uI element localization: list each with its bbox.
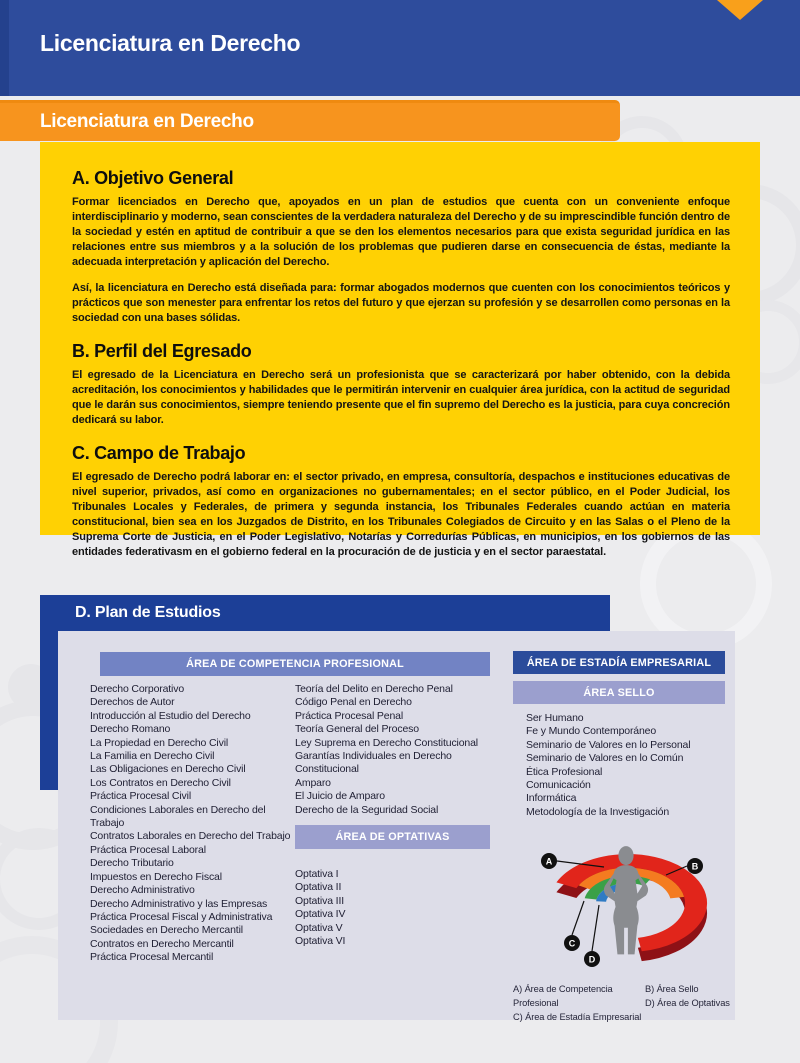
callout-b: B <box>691 861 699 872</box>
competencia-course-list-col2 <box>295 683 495 817</box>
list-item: Optativa I <box>295 868 339 880</box>
list-item: Teoría General del Proceso <box>295 723 419 736</box>
list-item: Informática <box>526 792 577 805</box>
info-box <box>40 142 760 558</box>
section-bar-title: Licenciatura en Derecho <box>40 111 254 132</box>
list-item: La Familia en Derecho Civil <box>90 750 215 763</box>
list-item: Derecho Corporativo <box>90 683 185 695</box>
list-item: El Juicio de Amparo <box>295 790 385 803</box>
list-item: Práctica Procesal Civil <box>90 790 191 803</box>
list-item: Derecho Tributario <box>90 857 174 870</box>
list-item: Ética Profesional <box>526 765 603 778</box>
list-item: Teoría del Delito en Derecho Penal <box>295 683 453 695</box>
list-item: C) Área de Estadía Empresarial <box>513 1012 642 1022</box>
list-item: Derecho Administrativo <box>90 884 195 897</box>
list-item: Contratos Laborales en Derecho del Trabajo <box>90 830 291 843</box>
header-band <box>0 0 800 96</box>
area-sello-header: ÁREA SELLO <box>513 681 725 704</box>
objetivo-paragraph-1: Formar licenciados en Derecho que, apoyados en un plan de estudios que cuenta con un conveniente enfoque interdisciplinario y moderno, sean conscientes de la verdadera naturaleza del Derecho y de su imprescindible función dentro de la sociedad y estén en aptitud de contribuir a que se den los elementos necesarios para que exista seguridad jurídica en las relaciones entre sus miembros y a la solución de los problemas que pudieren darse en consecuencia de éstas, mediante la adecuada interpretación y aplicación del Derecho. <box>72 196 730 268</box>
list-item: B) Área Sello <box>645 984 699 994</box>
diagram-legend-col2 <box>645 982 755 1010</box>
list-item: Metodología de la Investigación <box>526 805 670 818</box>
perfil-heading: B. Perfil del Egresado <box>72 341 252 361</box>
area-estadia-header: ÁREA DE ESTADÍA EMPRESARIAL <box>513 651 725 674</box>
campo-paragraph: El egresado de Derecho podrá laborar en: el sector privado, en empresa, consultoría, despachos e instituciones educativas de nivel superior, privados, así como en organizaciones no gubernamentales; en el sector público, en el Poder Judicial, los Tribunales Locales y Federales, de primera y segunda instancia, los Tribunales Federales cuando actúan en materia constitucional, bien sea en los Juzgados de Distrito, en los Tribunales Colegiados de Circuito y en las Salas o el Pleno de la Suprema Corte de Justicia, en el Poder Legislativo, Notarías y Corredurías Públicas, en municipios, en los gobiernos de las entidades federativasm en el gobierno federal en la procuración de de justicia y en el sector paraestatal. <box>72 471 730 558</box>
objetivo-heading: A. Objetivo General <box>72 168 234 188</box>
list-item: Los Contratos en Derecho Civil <box>90 776 231 789</box>
list-item: Condiciones Laborales en Derecho del Trabajo <box>90 803 266 830</box>
list-item: Ley Suprema en Derecho Constitucional <box>295 736 478 749</box>
list-item: Garantías Individuales en Derecho Constitucional <box>295 750 452 776</box>
sello-course-list <box>526 712 726 819</box>
list-item: Práctica Procesal Fiscal y Administrativa <box>90 910 273 923</box>
list-item: Derecho de la Seguridad Social <box>295 803 439 816</box>
list-item: Código Penal en Derecho <box>295 696 412 709</box>
page-title: Licenciatura en Derecho <box>40 30 301 56</box>
optativas-course-list <box>295 868 490 948</box>
list-item: Comunicación <box>526 779 591 792</box>
list-item: Optativa VI <box>295 935 346 948</box>
list-item: Sociedades en Derecho Mercantil <box>90 924 243 937</box>
list-item: Derechos de Autor <box>90 696 175 709</box>
curriculum-panel <box>58 631 735 1020</box>
list-item: Práctica Procesal Penal <box>295 709 404 722</box>
plan-heading: D. Plan de Estudios <box>75 604 221 621</box>
list-item: Optativa V <box>295 921 343 934</box>
list-item: Introducción al Estudio del Derecho <box>90 709 251 722</box>
list-item: La Propiedad en Derecho Civil <box>90 736 229 749</box>
list-item: Práctica Procesal Mercantil <box>90 951 214 964</box>
area-optativas-header: ÁREA DE OPTATIVAS <box>295 825 490 849</box>
list-item: Optativa III <box>295 894 344 907</box>
list-item: Fe y Mundo Contemporáneo <box>526 725 657 738</box>
list-item: Contratos en Derecho Mercantil <box>90 937 234 950</box>
callout-a: A <box>545 856 553 867</box>
list-item: Derecho Romano <box>90 723 171 736</box>
ribbon-arrow-icon <box>717 0 763 20</box>
list-item: Seminario de Valores en lo Personal <box>526 738 691 751</box>
area-competencia-header: ÁREA DE COMPETENCIA PROFESIONAL <box>100 652 490 676</box>
objetivo-paragraph-2: Así, la licenciatura en Derecho está diseñada para: formar abogados modernos que cuenten con los conocimientos teóricos y prácticos que son menester para enfrentar los retos del futuro y que ejerzan su profesión y se desarrollen como personas en la sociedad con una bases sólidas. <box>72 282 730 324</box>
campo-heading: C. Campo de Trabajo <box>72 443 246 463</box>
callout-c: C <box>568 938 576 949</box>
list-item: Las Obligaciones en Derecho Civil <box>90 763 246 776</box>
callout-d: D <box>588 954 596 965</box>
list-item: Impuestos en Derecho Fiscal <box>90 870 222 883</box>
list-item: Derecho Administrativo y las Empresas <box>90 897 268 910</box>
list-item: Optativa II <box>295 881 342 894</box>
perfil-paragraph: El egresado de la Licenciatura en Derecho será un profesionista que se caracterizará por haber obtenido, con la debida acreditación, los conocimientos y habilidades que le permitirán intervenir en cualquier área jurídica, con la actitud de seguridad que le darán sus conocimientos, siempre teniendo presente que el fin supremo del Derecho es la justicia, para cuya concreción dedicará su labor. <box>72 369 730 426</box>
list-item: A) Área de Competencia Profesional <box>513 984 613 1008</box>
list-item: Optativa IV <box>295 908 346 921</box>
competencia-course-list-col1 <box>90 683 296 965</box>
header-edge-stripe <box>0 0 9 96</box>
list-item: Ser Humano <box>526 712 584 724</box>
list-item: Amparo <box>295 776 331 789</box>
list-item: D) Área de Optativas <box>645 998 730 1008</box>
section-bar <box>0 100 620 141</box>
list-item: Práctica Procesal Laboral <box>90 843 206 856</box>
diagram-legend-col1 <box>513 982 645 1024</box>
list-item: Seminario de Valores en lo Común <box>526 752 684 765</box>
curriculum-areas-diagram <box>508 839 736 987</box>
